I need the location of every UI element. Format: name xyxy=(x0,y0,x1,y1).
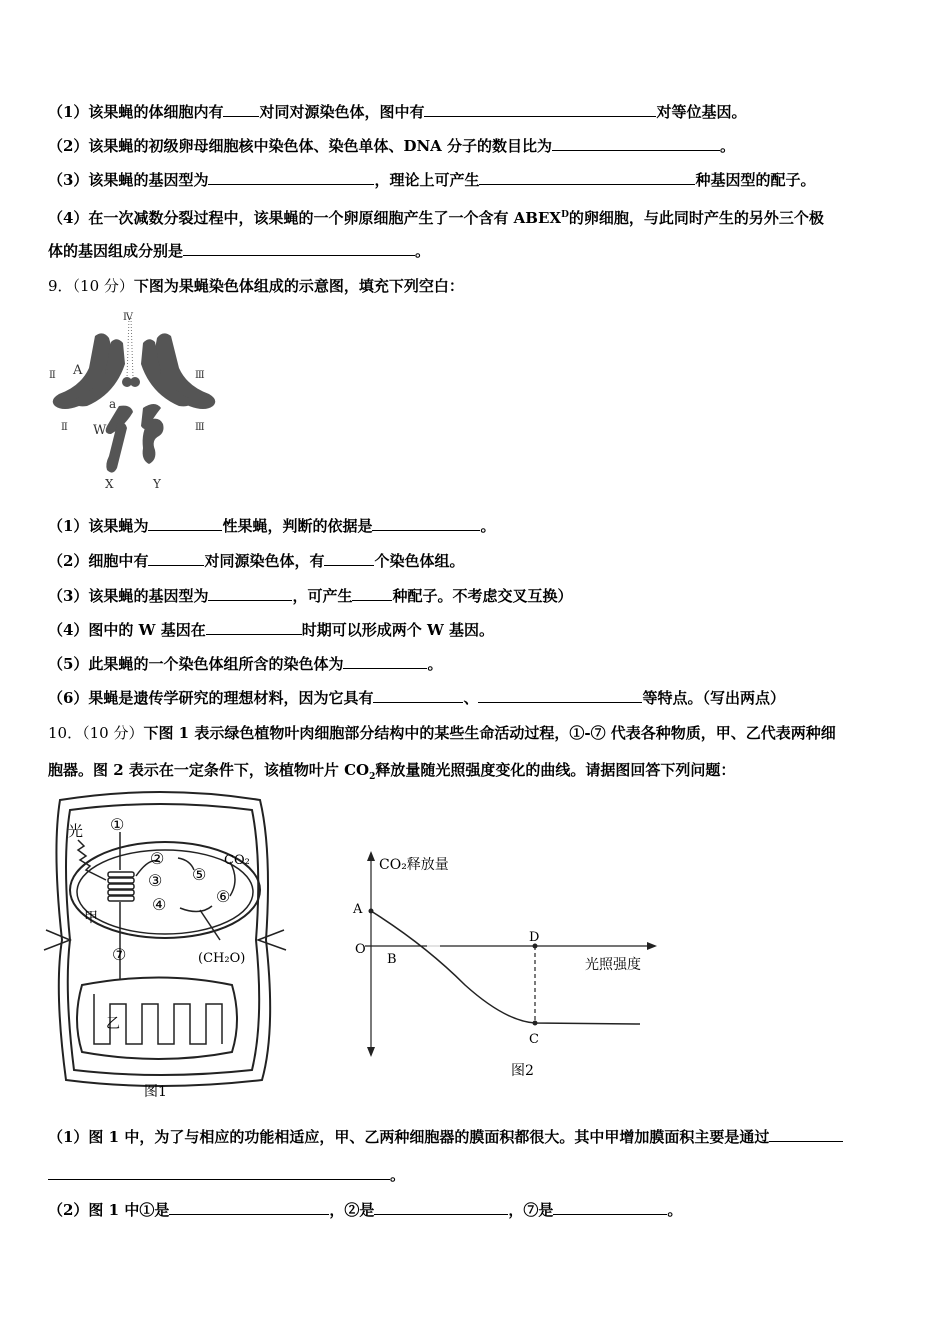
fig2-label-b: B xyxy=(387,952,397,967)
figure-2-co2-curve xyxy=(345,845,665,1085)
label-gene-w: W xyxy=(93,423,107,438)
fig1-label-1: ① xyxy=(110,815,125,834)
q9-part4-text-b: 时期可以形成两个 W 基因。 xyxy=(301,621,495,639)
q9-part1-blank-2[interactable] xyxy=(372,516,480,531)
q8-part3-blank-1[interactable] xyxy=(208,170,374,185)
q8-part5-text-b: 。 xyxy=(415,242,431,260)
q8-part3-text-a: （3）该果蝇的基因型为 xyxy=(48,171,209,189)
point-c xyxy=(533,1021,538,1026)
fig2-label-c: C xyxy=(529,1032,539,1047)
q9-part5-blank-1[interactable] xyxy=(343,654,427,669)
q8-part2-text-b: 。 xyxy=(720,137,736,155)
q9-stem-text: 下图为果蝇染色体组成的示意图，填充下列空白： xyxy=(133,277,464,295)
q8-part3-text-b: ，理论上可产生 xyxy=(374,171,480,189)
fig1-light-label: 光 xyxy=(68,822,84,840)
q8-part5 xyxy=(48,240,910,262)
q10-stem-line2 xyxy=(48,759,910,788)
q10-number: 10． xyxy=(48,724,83,742)
y-axis-arrow-up xyxy=(367,851,375,861)
fig1-caption: 图1 xyxy=(144,1084,167,1100)
q9-part3 xyxy=(48,585,910,607)
q9-part6-text-c: 等特点。（写出两点） xyxy=(642,689,785,707)
spindle-line-right xyxy=(131,318,133,378)
q9-part3-text-a: （3）该果蝇的基因型为 xyxy=(48,587,209,605)
q9-part1 xyxy=(48,515,910,537)
q9-part1-text-b: 性果蝇，判断的依据是 xyxy=(222,517,373,535)
fig1-jia-label: 甲 xyxy=(84,910,98,926)
q9-part5-text-a: （5）此果蝇的一个染色体组所含的染色体为 xyxy=(48,655,344,673)
q8-part5-blank-1[interactable] xyxy=(183,241,415,256)
mitochondrion-outer xyxy=(77,978,237,1060)
fig1-label-2: ② xyxy=(150,849,165,868)
q9-part1-blank-1[interactable] xyxy=(148,516,222,531)
label-x: X xyxy=(105,477,114,491)
q10-part2-text-d: 。 xyxy=(667,1201,683,1219)
figure-1-cell-diagram xyxy=(40,790,290,1105)
q8-part4 xyxy=(48,204,910,229)
q9-part4-text-a: （4）图中的 W 基因在 xyxy=(48,621,206,639)
q8-part2-text-a: （2）该果蝇的初级卵母细胞核中染色体、染色单体、DNA 分子的数目比为 xyxy=(48,137,553,155)
q10-part2-text-c: ，⑦是 xyxy=(508,1201,554,1219)
chromosome-iv-dot-right xyxy=(130,377,140,387)
q9-part6-blank-2[interactable] xyxy=(478,688,642,703)
q10-part2-blank-2[interactable] xyxy=(374,1200,508,1215)
q10-part1-cont xyxy=(48,1164,910,1186)
q9-part2-text-a: （2）细胞中有 xyxy=(48,552,149,570)
fig2-x-label: 光照强度 xyxy=(585,957,641,973)
q9-part3-blank-1[interactable] xyxy=(208,586,292,601)
q10-part2-text-a: （2）图 1 中①是 xyxy=(48,1201,170,1219)
q8-part2 xyxy=(48,135,910,157)
q10-stem-text-1: 下图 1 表示绿色植物叶肉细胞部分结构中的某些生命活动过程，①-⑦ 代表各种物质，甲、乙代表两种细 xyxy=(143,724,836,742)
fig1-label-6: ⑥ xyxy=(216,887,231,906)
fig2-label-o: O xyxy=(355,942,366,957)
q9-part2-text-c: 个染色体组。 xyxy=(374,552,465,570)
q8-part3-blank-2[interactable] xyxy=(479,170,695,185)
q9-part4 xyxy=(48,619,910,641)
label-gene-a-upper: A xyxy=(73,363,83,378)
q10-part1-blank-1b[interactable] xyxy=(48,1165,390,1180)
q9-score: （10 分） xyxy=(72,277,134,295)
q9-part1-text-c: 。 xyxy=(480,517,496,535)
fig1-label-7: ⑦ xyxy=(112,945,127,964)
q10-stem-line1 xyxy=(48,722,910,744)
q9-part5-text-b: 。 xyxy=(427,655,443,673)
q9-part3-text-b: ，可产生 xyxy=(292,587,353,605)
q9-part4-blank-1[interactable] xyxy=(206,620,302,635)
arrow-ch2o xyxy=(200,910,220,940)
spindle-line-left xyxy=(127,318,129,378)
fig1-label-3: ③ xyxy=(148,871,163,890)
fig1-co2-label: CO₂ xyxy=(224,853,250,868)
q10-stem-text-2b: 释放量随光照强度变化的曲线。请据图回答下列问题： xyxy=(375,761,736,779)
q8-part1-text-b: 对同对源染色体，图中有 xyxy=(259,103,425,121)
label-iv: Ⅳ xyxy=(123,312,133,323)
q9-part3-text-c: 种配子。不考虑交叉互换） xyxy=(392,587,573,605)
q8-part2-blank-1[interactable] xyxy=(552,136,720,151)
q8-part4-text-a: （4）在一次减数分裂过程中，该果蝇的一个卵原细胞产生了一个含有 ABEX xyxy=(48,209,562,227)
label-ii-bottom: Ⅱ xyxy=(61,422,68,433)
q10-part2 xyxy=(48,1199,910,1221)
q9-part6-text-a: （6）果蝇是遗传学研究的理想材料，因为它具有 xyxy=(48,689,374,707)
q8-part1-text-a: （1）该果蝇的体细胞内有 xyxy=(48,103,224,121)
fig2-caption: 图2 xyxy=(511,1063,534,1079)
q8-part1-blank-1[interactable] xyxy=(223,102,259,117)
fig2-label-a: A xyxy=(353,902,363,917)
fig1-label-5: ⑤ xyxy=(192,865,207,884)
q9-stem xyxy=(48,275,910,297)
q8-part1-text-c: 对等位基因。 xyxy=(656,103,747,121)
label-gene-a-lower: a xyxy=(109,397,117,411)
q8-part4-sup: D xyxy=(561,210,569,220)
label-y: Y xyxy=(153,477,161,491)
q10-part1-text-b: 。 xyxy=(390,1166,406,1184)
fig1-label-4: ④ xyxy=(152,895,167,914)
q9-number: 9． xyxy=(48,277,73,295)
fig2-label-d: D xyxy=(529,930,540,945)
q10-part2-text-b: ，②是 xyxy=(329,1201,375,1219)
arrow-cycle xyxy=(180,906,212,912)
q8-part1 xyxy=(48,101,910,123)
label-iii-bottom: Ⅲ xyxy=(195,422,205,433)
wall-edge-right xyxy=(258,930,286,950)
point-a xyxy=(369,909,374,914)
x-axis-arrow xyxy=(647,942,657,950)
q10-stem-sub: 2 xyxy=(369,772,376,782)
grana-stack xyxy=(108,872,134,901)
q8-part3-text-c: 种基因型的配子。 xyxy=(695,171,816,189)
q8-part5-text-a: 体的基因组成分别是 xyxy=(48,242,184,260)
q9-part5 xyxy=(48,653,910,675)
q8-part1-blank-2[interactable] xyxy=(424,102,656,117)
q10-part2-blank-1[interactable] xyxy=(169,1200,329,1215)
q9-part2-blank-1[interactable] xyxy=(148,551,204,566)
q8-part4-text-b: 的卵细胞，与此同时产生的另外三个极 xyxy=(568,209,824,227)
q10-stem-text-2a: 胞器。图 2 表示在一定条件下，该植物叶片 CO xyxy=(48,761,370,779)
cell-wall-outer xyxy=(56,792,270,1086)
q9-part1-text-a: （1）该果蝇为 xyxy=(48,517,149,535)
label-iii-top: Ⅲ xyxy=(195,370,205,381)
q9-part2-text-b: 对同源染色体，有 xyxy=(204,552,325,570)
q9-part6-text-b: 、 xyxy=(463,689,479,707)
cell-membrane-inner xyxy=(66,804,259,1075)
fig1-ch2o-label: (CH₂O) xyxy=(198,951,246,966)
q9-part6 xyxy=(48,687,910,709)
q10-part2-blank-3[interactable] xyxy=(553,1200,667,1215)
q8-part3 xyxy=(48,169,910,191)
q9-part2 xyxy=(48,550,910,572)
q10-part1-blank-1a[interactable] xyxy=(769,1127,843,1142)
q10-score: （10 分） xyxy=(82,724,144,742)
q10-part1 xyxy=(48,1126,910,1148)
wall-edge-left xyxy=(44,930,70,950)
fig2-y-label: CO₂释放量 xyxy=(379,857,449,873)
q9-part6-blank-1[interactable] xyxy=(373,688,463,703)
chromosome-figure xyxy=(45,308,225,493)
y-axis-arrow-down xyxy=(367,1047,375,1057)
label-ii-top: Ⅱ xyxy=(49,370,56,381)
q9-part2-blank-2[interactable] xyxy=(324,551,374,566)
fig1-yi-label: 乙 xyxy=(106,1016,120,1032)
q9-part3-blank-2[interactable] xyxy=(352,586,392,601)
q10-part1-text-a: （1）图 1 中，为了与相应的功能相适应，甲、乙两种细胞器的膜面积都很大。其中甲增加膜面积主要是通过 xyxy=(48,1128,770,1146)
